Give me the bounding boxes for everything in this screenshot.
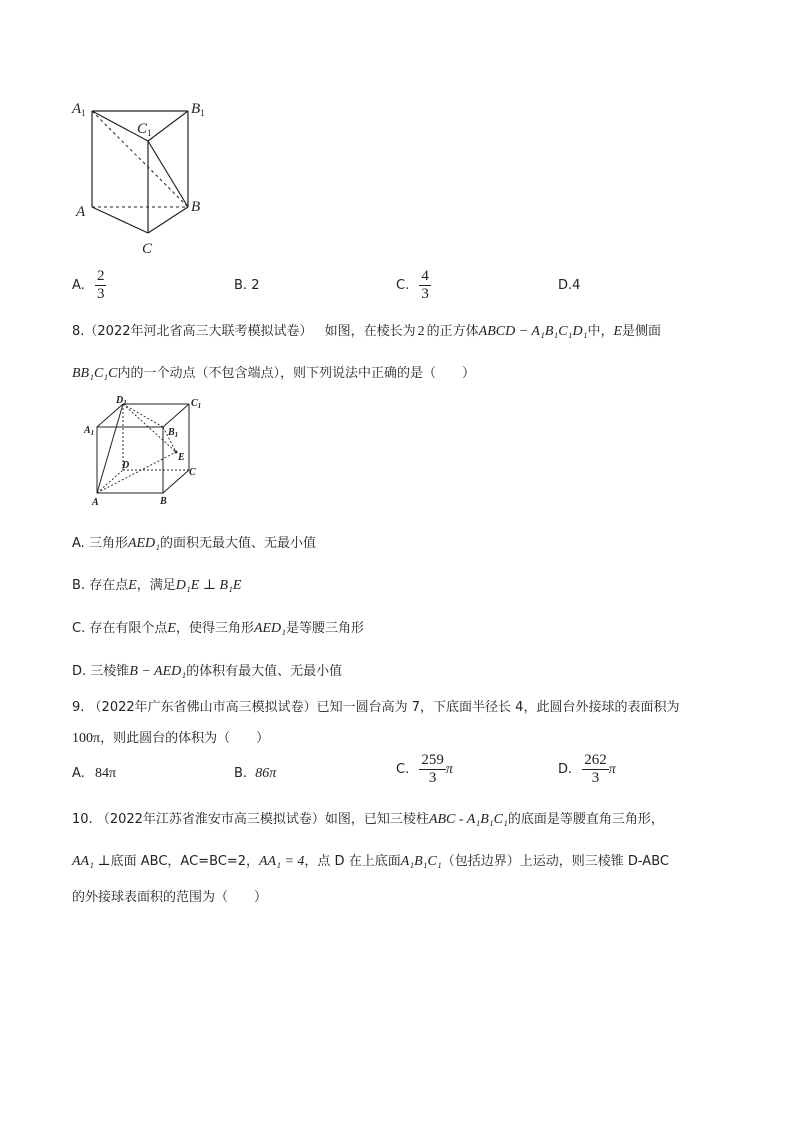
q8-stem-line2: BB₁C₁C内的一个动点（不包含端点），则下列说法中正确的是（ ） [72, 366, 476, 381]
q9-stem-line2: 100π，则此圆台的体积为（ ） [72, 731, 270, 746]
cube-label-a1: $A_1$ [84, 425, 95, 437]
q9-number: 9. [72, 700, 85, 715]
q8-number: 8. [72, 324, 85, 339]
label-c1: $C_1$ [137, 121, 152, 138]
q10-stem-line3: 的外接球表面积的范围为（ ） [72, 890, 268, 905]
q9-option-b: B. 86π [234, 766, 277, 781]
q10-number: 10. [72, 812, 93, 827]
q9-source: （2022年广东省佛山市高三模拟试卷） [88, 700, 317, 715]
cube-label-c: C [189, 467, 196, 478]
label-c: C [142, 241, 153, 257]
q7-option-a: A. $\frac{2}{3}$ [72, 268, 105, 302]
label-a1: $A_1$ [72, 101, 86, 118]
q8-stem-line1: 8.（2022年河北省高三大联考模拟试卷） 如图，在棱长为 2 的正方体ABCD − A₁B₁C₁D₁中，E是侧面 [72, 324, 662, 339]
cube-label-c1: $C_1$ [191, 398, 202, 410]
edge-c1-b [148, 141, 188, 207]
cube-label-a: A [92, 497, 99, 508]
q8-option-a: A. 三角形AED₁的面积无最大值、无最小值 [72, 536, 317, 551]
cube-label-d1: $D_1$ [116, 395, 127, 407]
q8-source: （2022年河北省高三大联考模拟试卷） [84, 324, 313, 339]
cube-label-b: B [160, 496, 167, 507]
edge-a-c [92, 207, 148, 233]
q9-option-a: A. 84π [72, 766, 117, 781]
prism-figure [70, 95, 220, 260]
label-b: B [191, 199, 201, 215]
label-a: A [76, 204, 86, 220]
q9-stem-line1: 9. （2022年广东省佛山市高三模拟试卷）已知一圆台高为 7，下底面半径长 4，此圆台外接球的表面积为 [72, 700, 680, 715]
q10-stem-line1: 10. （2022年江苏省淮安市高三模拟试卷）如图，已知三棱柱ABC - A₁B₁C₁的底面是等腰直角三角形， [72, 812, 664, 827]
cube-label-d: D [122, 460, 130, 471]
q9-option-c: C. $\frac{259}{3}$ π [396, 752, 453, 786]
edge-c1-b1 [148, 111, 188, 141]
q10-source: （2022年江苏省淮安市高三模拟试卷） [96, 812, 325, 827]
q8-option-c: C. 存在有限个点E，使得三角形AED₁是等腰三角形 [72, 621, 365, 636]
cube-figure [82, 392, 207, 510]
q8-option-b: B. 存在点E，满足D₁E ⊥ B₁E [72, 578, 242, 593]
label-b1: $B_1$ [191, 101, 205, 118]
q7-option-b: B. 2 [234, 278, 260, 293]
q9-option-d: D. $\frac{262}{3}$ π [558, 752, 616, 786]
q10-stem-line2: AA₁ ⊥底面 ABC，AC=BC=2，AA₁ = 4，点 D 在上底面A₁B₁C₁（包括边界）上运动，则三棱锥 D-ABC [72, 854, 669, 869]
edge-c-b [148, 207, 188, 233]
cube-label-b1: $B_1$ [168, 427, 179, 439]
q7-option-c: C. $\frac{4}{3}$ [396, 268, 429, 302]
q8-option-d: D. 三棱锥B − AED₁的体积有最大值、无最小值 [72, 664, 343, 679]
q7-option-d: D.4 [558, 278, 581, 293]
cube-label-e: E [178, 452, 185, 463]
